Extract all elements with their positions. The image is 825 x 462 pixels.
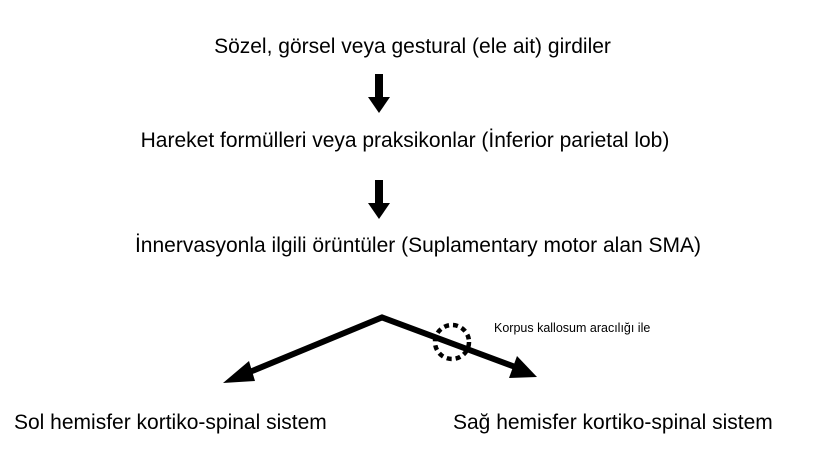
arrow-left-branch <box>223 317 383 383</box>
arrow-right-branch <box>381 317 537 378</box>
arrow-down-2 <box>368 180 390 219</box>
node-praxicons: Hareket formülleri veya praksikonlar (İnferior parietal lob) <box>140 129 670 152</box>
node-inputs: Sözel, görsel veya gestural (ele ait) girdiler <box>214 35 611 58</box>
arrow-down-1 <box>368 74 390 113</box>
node-innervation: İnnervasyonla ilgili örüntüler (Suplamentary motor alan SMA) <box>134 234 702 257</box>
corpus-callosum-label: Korpus kallosum aracılığı ile <box>494 321 651 335</box>
node-right-corticospinal: Sağ hemisfer kortiko-spinal sistem <box>453 411 773 434</box>
node-left-corticospinal: Sol hemisfer kortiko-spinal sistem <box>14 411 327 434</box>
